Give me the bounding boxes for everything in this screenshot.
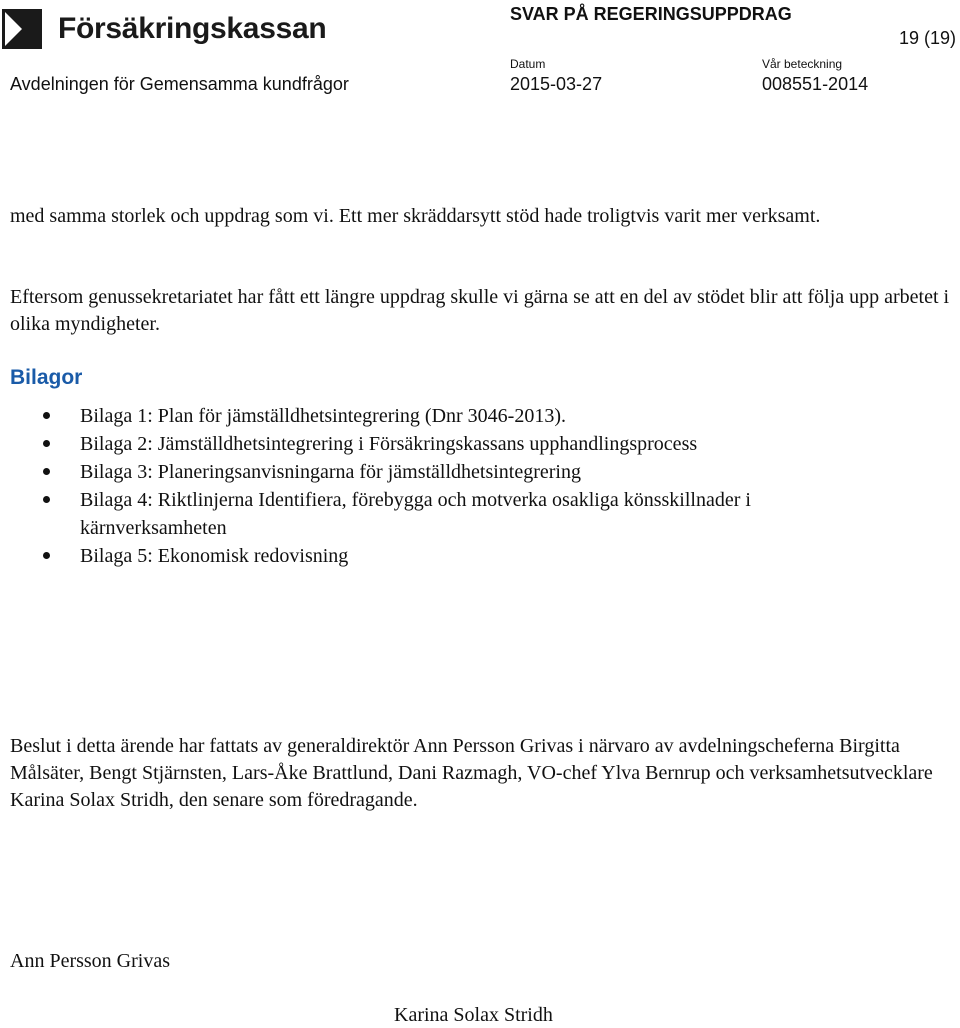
attachment-label: Bilaga 4: Riktlinjerna Identifiera, förebygga och motverka osakliga könsskillnader i kärnverksamheten — [80, 489, 751, 539]
reference-label: Vår beteckning — [762, 57, 843, 71]
bullet-icon — [43, 412, 50, 419]
attachment-label: Bilaga 2: Jämställdhetsintegrering i Försäkringskassans upphandlingsprocess — [80, 433, 698, 455]
forsakringskassan-logo-icon — [2, 9, 42, 49]
signature-presenter: Karina Solax Stridh — [394, 1004, 553, 1026]
document-type: SVAR PÅ REGERINGSUPPDRAG — [510, 4, 792, 24]
attachment-label: Bilaga 1: Plan för jämställdhetsintegrering (Dnr 3046-2013). — [80, 405, 567, 427]
attachments-heading: Bilagor — [10, 366, 83, 389]
reference-value: 008551-2014 — [762, 74, 869, 94]
page-number: 19 (19) — [899, 28, 957, 48]
organization-name: Försäkringskassan — [58, 12, 327, 45]
attachment-label: Bilaga 3: Planeringsanvisningarna för jämställdhetsintegrering — [80, 461, 581, 483]
attachment-item — [0, 402, 870, 430]
attachment-item — [0, 458, 870, 486]
organization-logo — [2, 7, 326, 51]
attachment-item — [0, 542, 870, 570]
date-value: 2015-03-27 — [510, 74, 603, 94]
department-name: Avdelningen för Gemensamma kundfrågor — [10, 74, 349, 94]
bullet-icon — [43, 468, 50, 475]
bullet-icon — [43, 496, 50, 503]
date-label: Datum — [510, 57, 546, 71]
attachment-item — [0, 486, 870, 542]
bullet-icon — [43, 552, 50, 559]
attachment-label: Bilaga 5: Ekonomisk redovisning — [80, 545, 349, 567]
body-paragraph: med samma storlek och uppdrag som vi. Ett mer skräddarsytt stöd hade troligtvis varit mer verksamt. — [10, 205, 821, 227]
decision-paragraph: Beslut i detta ärende har fattats av generaldirektör Ann Persson Grivas i närvaro av avdelningscheferna Birgitta Målsäter, Bengt Stjärnsten, Lars-Åke Brattlund, Dani Razmagh, VO-chef Ylva Bernrup och verksamhetsutvecklare Karina Solax Stridh, den senare som föredragande. — [10, 735, 933, 811]
signature-director: Ann Persson Grivas — [10, 950, 170, 972]
attachments-list — [0, 402, 960, 570]
attachment-item — [0, 430, 870, 458]
body-paragraph: Eftersom genussekretariatet har fått ett längre uppdrag skulle vi gärna se att en del av stödet blir att följa upp arbetet i olika myndigheter. — [10, 286, 950, 335]
bullet-icon — [43, 440, 50, 447]
